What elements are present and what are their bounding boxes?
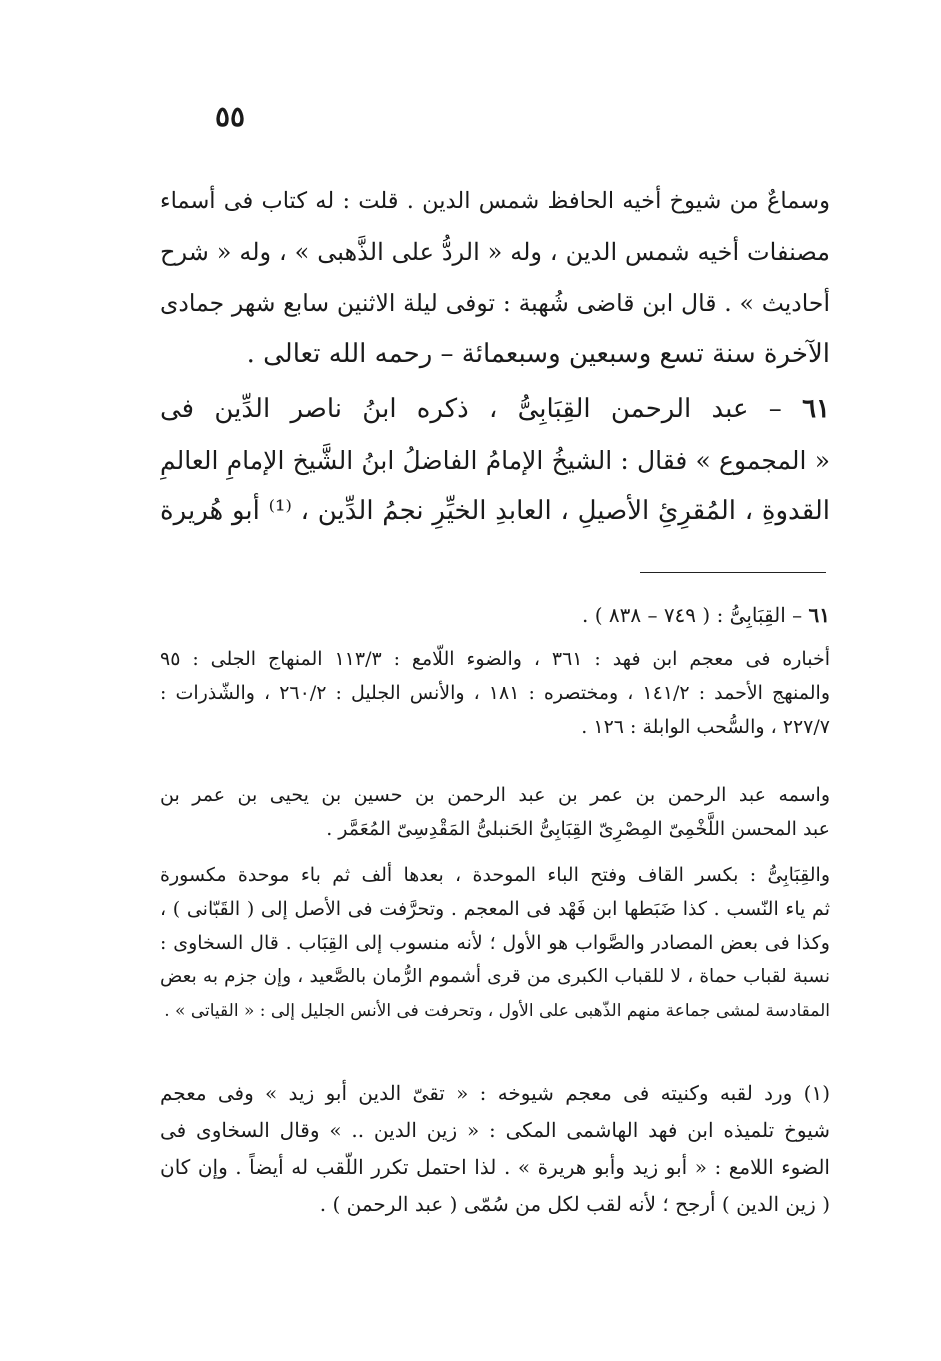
footnote-line: نسبة لقباب حماة ، لا للقباب الكبرى من قرى أشموم الرُّمان بالصَّعيد ، وإن جزم به بعض	[160, 966, 830, 987]
footnote-heading-text: – القِبَابِىُّ : ( ٧٤٩ – ٨٣٨ ) .	[581, 603, 809, 627]
main-paragraph-continuation	[160, 176, 830, 380]
footnote-nisba-explanation	[160, 858, 830, 1028]
footnote-heading	[160, 598, 830, 632]
footnote-line: والمنهج الأحمد : ١٤١/٢ ، ومختصره : ١٨١ ، والأنس الجليل : ٢٦٠/٢ ، والشّذرات :	[160, 682, 830, 704]
entry-first-line-text: – عبد الرحمن القِبَابِىُّ ، ذكره ابنُ ناصر الدِّين فى	[160, 394, 803, 424]
footnote-line: عبد المحسن اللَّخْمِىّ المِصْرِىّ القِبَابِىُّ الحَنبلىُّ المَقْدِسِىّ المُعَمَّر .	[326, 818, 830, 840]
footnote-entry-number: ٦١	[808, 603, 830, 627]
footnote-line: المقادسة لمشى جماعة منهم الذّهبى على الأول ، وتحرفت فى الأنس الجليل إلى : « القياتى » .	[164, 1001, 830, 1021]
footnote-line: (١) ورد لقبه وكنيته فى معجم شيوخه : « تقىّ الدين أبو زيد » وفى معجم	[160, 1081, 830, 1105]
footnote-line: وكذا فى بعض المصادر والصَّواب هو الأول ؛ لأنه منسوب إلى القِبَاب . قال السخاوى :	[160, 932, 830, 954]
footnote-line: واسمه عبد الرحمن بن عمر بن عبد الرحمن بن حسين بن يحيى بن عمر بن	[160, 784, 830, 806]
footnote-sources	[160, 642, 830, 744]
footnote-line: الضوء اللامع : « أبو زيد وأبو هريرة » . لذا احتمل تكرر اللّقب له أيضاً . وإن كان	[160, 1155, 830, 1179]
text-line: القدوةِ ، المُقرِئِ الأصيلِ ، العابدِ الخيِّرِ نجمُ الدِّين ، ⁽¹⁾ أبو هُريرة	[160, 496, 830, 526]
text-line: « المجموع » فقال : الشيخُ الإمامُ الفاضلُ ابنُ الشَّيخ الإمامِ العالمِ	[160, 446, 830, 475]
main-paragraph-entry-61	[160, 384, 830, 537]
footnote-line: ثم ياء النّسب . كذا ضَبَطها ابن فَهْد فى المعجم . وتحرَّفت فى الأصل إلى ( القَبّانى ) ،	[160, 898, 830, 920]
footnote-divider	[640, 572, 826, 573]
text-line: الآخرة سنة تسع وسبعين وسبعمائة – رحمه الله تعالى .	[246, 339, 830, 369]
footnote-full-name	[160, 778, 830, 846]
text-line: مصنفات أخيه شمس الدين ، وله « الردُّ على الذَّهبى » ، وله « شرح	[160, 238, 830, 266]
footnote-1	[160, 1075, 830, 1223]
text-line: وسماعٌ من شيوخ أخيه الحافظ شمس الدين . قلت : له كتاب فى أسماء	[160, 188, 830, 214]
footnote-line: شيوخ تلميذه ابن فهد الهاشمى المكى : « زين الدين .. » وقال السخاوى فى	[160, 1118, 830, 1142]
entry-first-line	[160, 384, 830, 435]
footnote-line: ٢٢٧/٧ ، والسُّحب الوابلة : ١٢٦ .	[581, 716, 830, 738]
footnote-heading-line	[160, 598, 830, 632]
page-number: ٥٥	[214, 100, 246, 133]
entry-number: ٦١	[802, 394, 830, 424]
footnote-line: أخباره فى معجم ابن فهد : ٣٦١ ، والضوء اللّامع : ١١٣/٣ المنهاج الجلى : ٩٥	[160, 648, 830, 670]
text-line: أحاديث » . قال ابن قاضى شُهبة : توفى ليلة الاثنين سابع شهر جمادى	[160, 289, 830, 317]
footnote-line: ( زين الدين ) أرجح ؛ لأنه لقب لكل من سُمّى ( عبد الرحمن ) .	[319, 1192, 830, 1216]
footnote-line: والقِبَابِىُّ : بكسر القاف وفتح الباء الموحدة ، بعدها ألف ثم باء موحدة مكسورة	[160, 864, 830, 886]
